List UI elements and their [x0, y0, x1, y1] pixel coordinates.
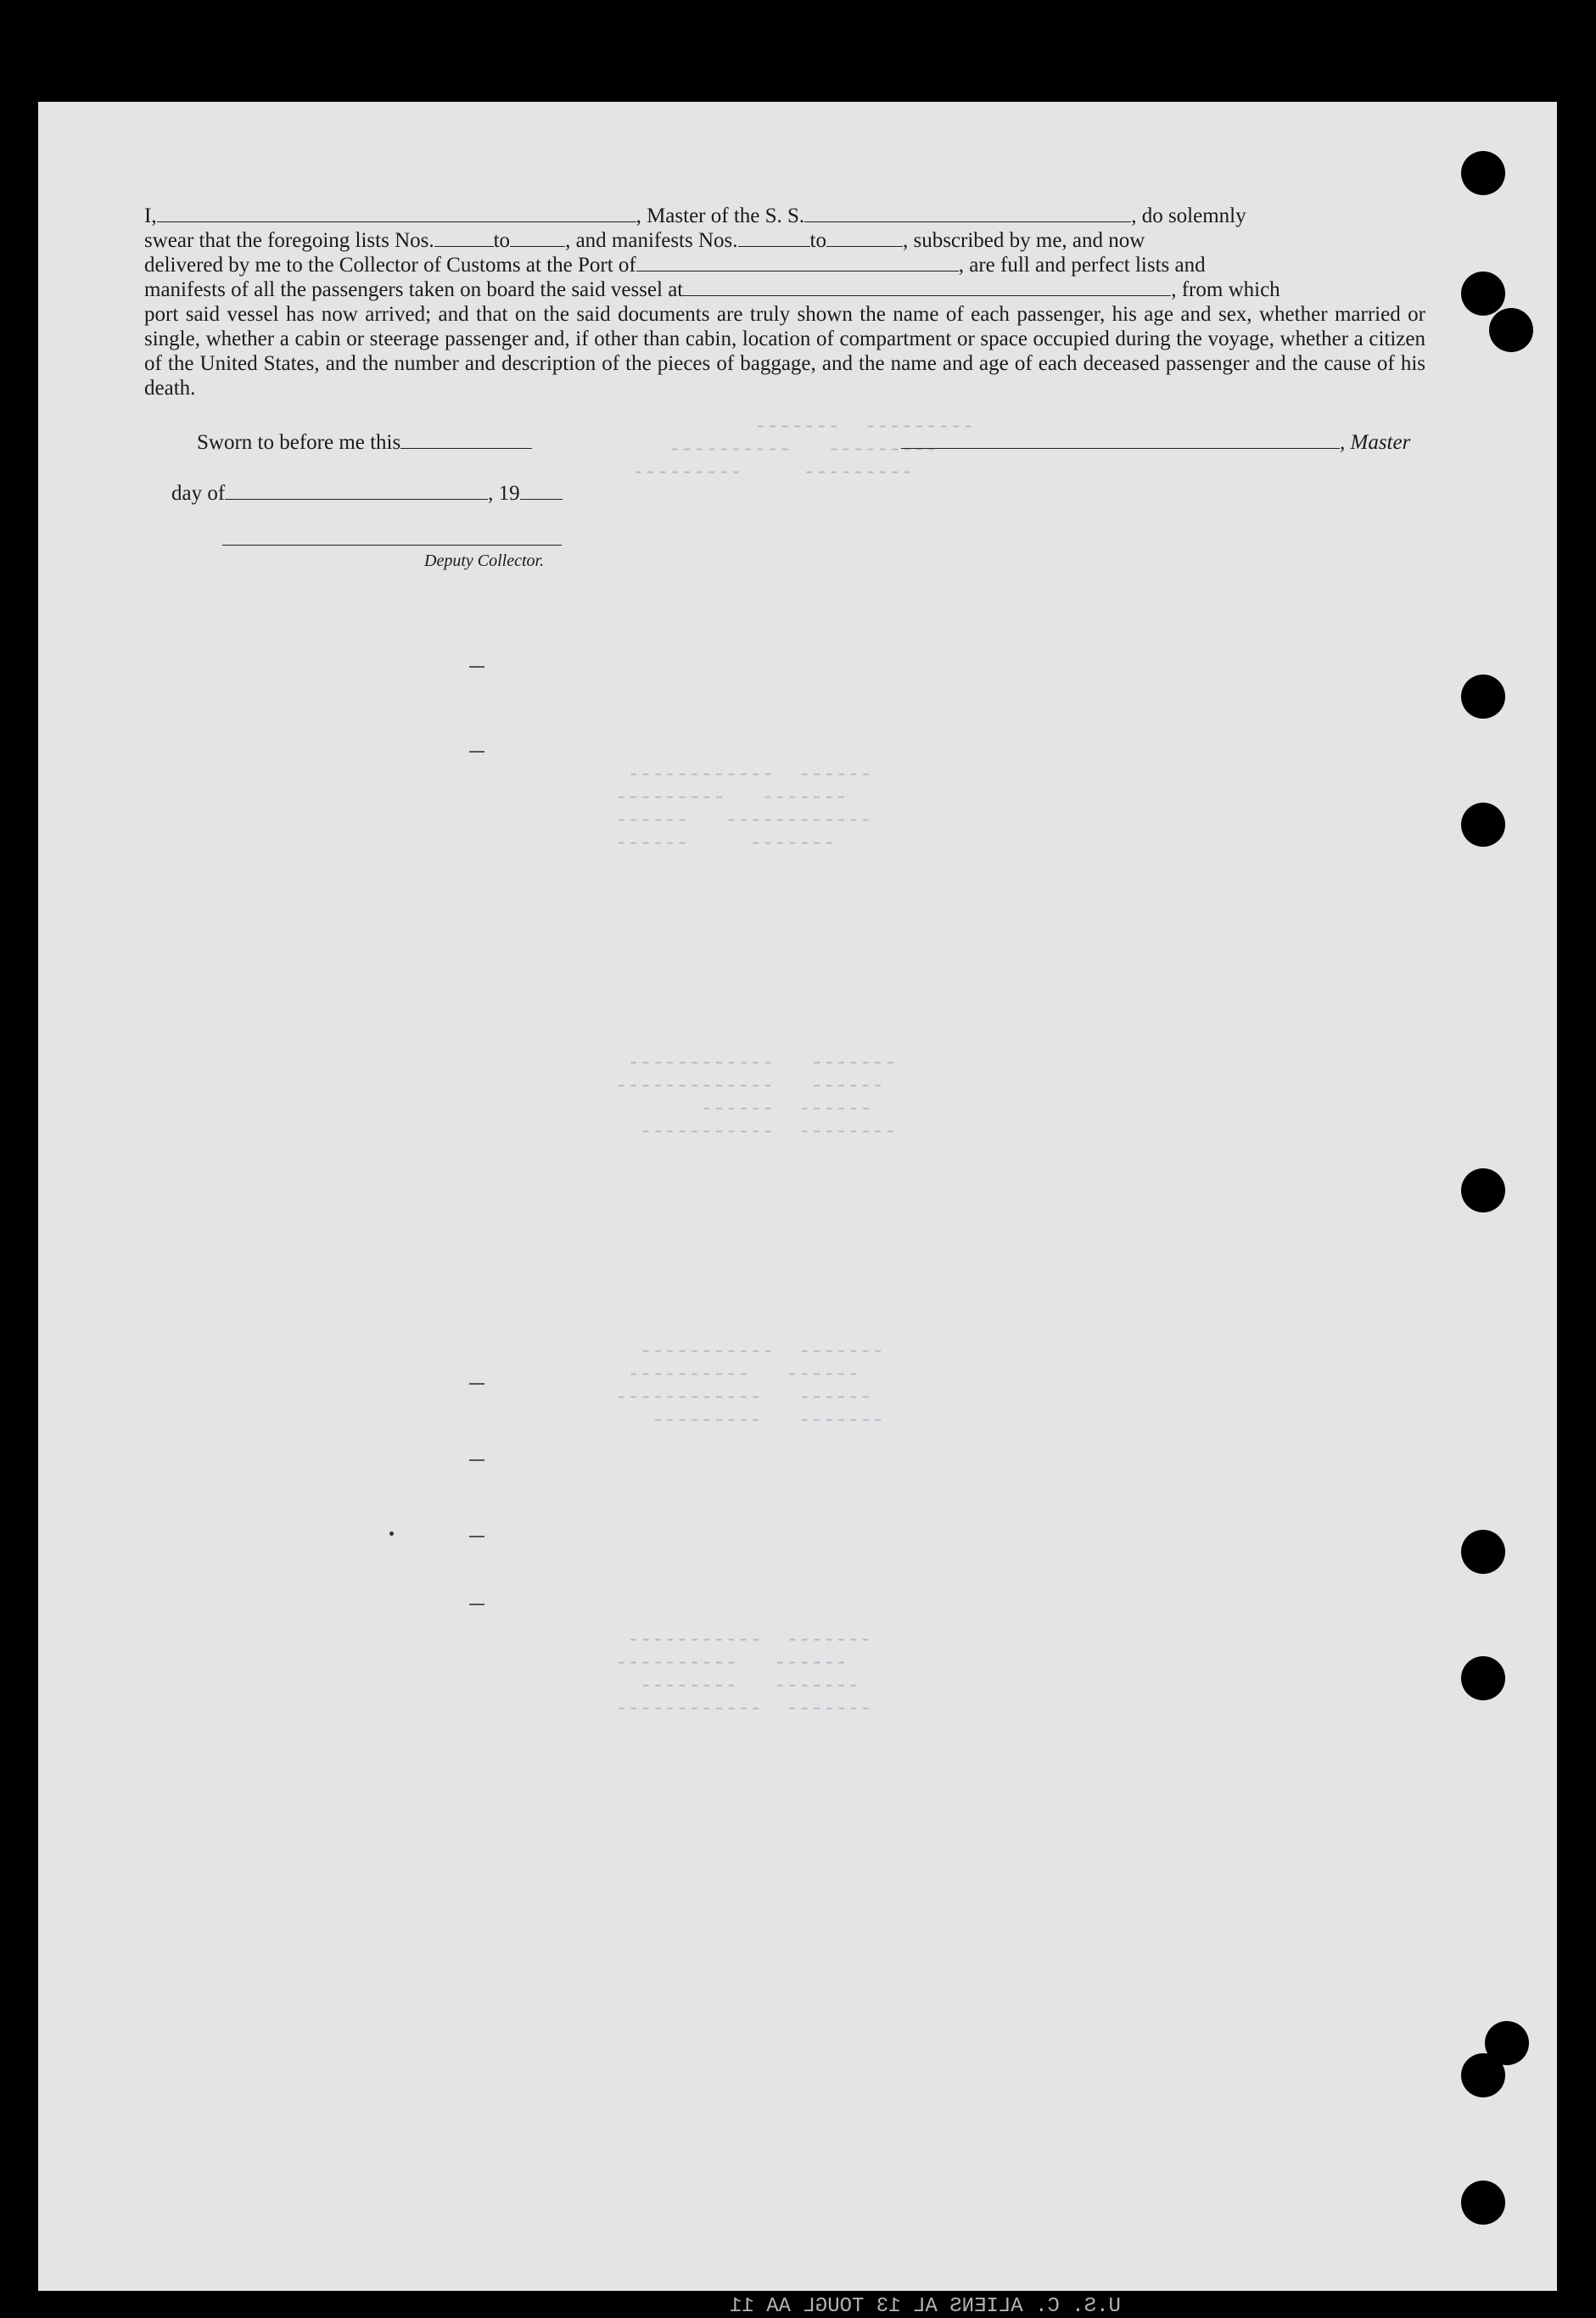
oath-line-2: [144, 228, 1425, 253]
manifest-page: [38, 102, 1557, 2318]
bleed-through-marks: ------- ----------- ------ ---------- ------ ------------ ------- ---------: [615, 1341, 884, 1432]
stray-mark: [389, 1531, 394, 1536]
bleed-through-footer: U.S. C. ALIENS AL 13 TOUGL AA 11: [730, 2295, 1121, 2318]
oath-text: , from which: [1171, 278, 1280, 301]
oath-paragraph: [144, 204, 1425, 400]
punch-hole: [1461, 151, 1505, 195]
month-blank: [225, 482, 488, 500]
day-of-line: [171, 482, 563, 506]
list-from-blank: [434, 229, 494, 247]
punch-hole: [1489, 308, 1533, 352]
punch-hole: [1461, 1168, 1505, 1212]
punch-hole: [1461, 2181, 1505, 2225]
master-signature-line: [901, 431, 1410, 455]
oath-text: swear that the foregoing lists Nos.: [144, 229, 434, 252]
oath-text: , are full and perfect lists and: [958, 254, 1206, 277]
year-text: , 19: [488, 482, 520, 505]
oath-text: manifests of all the passengers taken on board the said vessel at: [144, 278, 684, 301]
stray-mark: [469, 1604, 484, 1605]
sworn-text: Sworn to before me this: [197, 431, 401, 454]
day-of-text: day of: [171, 482, 226, 505]
deputy-signature-line: [222, 545, 562, 546]
oath-text: to: [809, 229, 826, 252]
sworn-date-blank: [400, 431, 532, 449]
stray-mark: [469, 1536, 484, 1537]
manifest-to-blank: [826, 229, 903, 247]
oath-text: , subscribed by me, and now: [902, 229, 1145, 252]
master-label: , Master: [1340, 431, 1411, 454]
stray-mark: [469, 666, 484, 668]
departure-port-blank: [683, 278, 1171, 296]
oath-text: , do solemnly: [1131, 204, 1246, 227]
year-blank: [520, 482, 563, 500]
oath-line-4: [144, 277, 1425, 302]
bleed-through-marks: ------- ------------ ------ ------------- ------ ------ -------- -----------: [615, 1052, 897, 1144]
oath-text: , and manifests Nos.: [565, 229, 738, 252]
bleed-through-marks: ------ ------------ ------- --------- ------------ ------ ------- ------: [615, 764, 872, 855]
bleed-through-marks: --------- ------- --------- ---------- --------- ---------: [632, 416, 975, 484]
oath-line-1: [144, 204, 1425, 228]
oath-text: to: [493, 229, 511, 252]
punch-hole: [1461, 803, 1505, 847]
stray-mark: [469, 751, 484, 753]
punch-hole: [1461, 2053, 1505, 2097]
bleed-through-marks: ------- ----------- ------ ---------- ------- -------- ------- ------------: [615, 1629, 872, 1721]
punch-hole: [1461, 1530, 1505, 1574]
stray-mark: [469, 1459, 484, 1461]
master-signature-blank: [901, 431, 1340, 449]
oath-line-3: [144, 253, 1425, 277]
oath-text: delivered by me to the Collector of Customs at the Port of: [144, 254, 636, 277]
oath-text: I,: [144, 204, 157, 227]
oath-text: , Master of the S. S.: [636, 204, 805, 227]
name-blank: [157, 204, 636, 222]
stray-mark: [469, 1383, 484, 1385]
vessel-name-blank: [804, 204, 1131, 222]
oath-body: port said vessel has now arrived; and that on the said documents are truly shown the name of each passenger, his age and sex, whether married or single, whether a cabin or steerage passenger and, if other than cabin, location of compartment or space occupied during the voyage, whether a citizen of the United States, and the number and description of the pieces of baggage, and the name and age of each deceased passenger and the cause of his death.: [144, 303, 1425, 400]
punch-hole: [1461, 1656, 1505, 1700]
manifest-from-blank: [738, 229, 810, 247]
port-blank: [636, 254, 959, 272]
deputy-collector-label: Deputy Collector.: [424, 552, 545, 570]
punch-hole: [1461, 675, 1505, 719]
list-to-blank: [510, 229, 565, 247]
sworn-line: [197, 431, 532, 455]
punch-hole: [1461, 272, 1505, 316]
